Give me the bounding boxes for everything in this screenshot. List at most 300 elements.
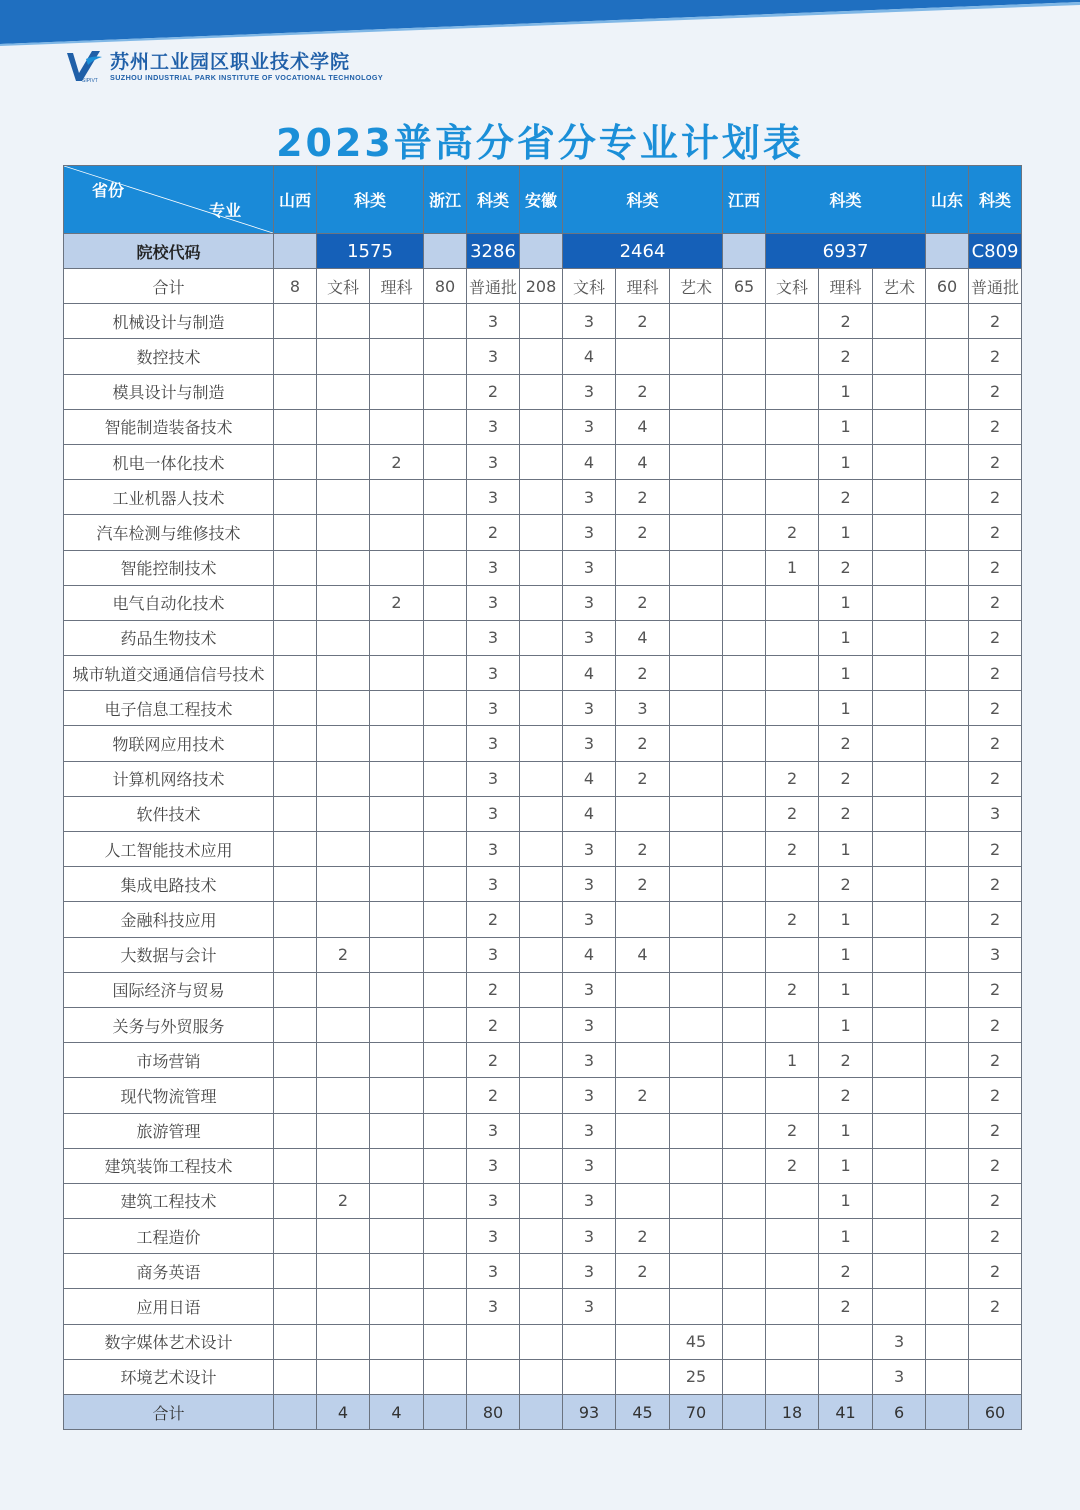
quota-cell [317,1078,370,1113]
quota-cell: 3 [467,691,520,726]
major-name-cell: 模具设计与制造 [64,374,274,409]
quota-cell [670,1078,723,1113]
quota-cell [926,444,969,479]
quota-cell [873,550,926,585]
quota-cell [424,620,467,655]
quota-cell: 1 [819,1148,873,1183]
table-row [64,409,1022,444]
quota-cell [563,1359,616,1394]
quota-cell [274,796,317,831]
quota-cell [317,1289,370,1324]
quota-cell [670,1148,723,1183]
quota-cell: 3 [563,1113,616,1148]
quota-cell [274,937,317,972]
quota-cell: 3 [467,832,520,867]
quota-cell [317,1359,370,1394]
quota-cell: 3 [563,620,616,655]
quota-cell: 3 [563,832,616,867]
quota-cell: 2 [467,1007,520,1042]
quota-cell [424,972,467,1007]
quota-cell [723,339,766,374]
quota-cell: 2 [317,1183,370,1218]
quota-cell [274,374,317,409]
quota-cell: 2 [819,1043,873,1078]
table-row [64,1183,1022,1218]
school-code-label: 院校代码 [64,234,274,269]
quota-cell: 2 [467,1078,520,1113]
grand-total-cell [520,1395,563,1430]
quota-cell [520,972,563,1007]
quota-cell [766,867,819,902]
subcategory-cell: 艺术 [873,269,926,304]
quota-cell [766,726,819,761]
quota-cell [317,409,370,444]
quota-cell [520,620,563,655]
quota-cell [317,374,370,409]
quota-cell [723,761,766,796]
subcategory-cell: 理科 [819,269,873,304]
grand-total-cell: 6 [873,1395,926,1430]
quota-cell [424,832,467,867]
quota-cell [424,409,467,444]
quota-cell: 2 [616,1254,670,1289]
quota-cell [370,339,424,374]
quota-cell [424,1324,467,1359]
quota-cell: 3 [563,409,616,444]
quota-cell: 2 [969,1078,1022,1113]
quota-cell [670,972,723,1007]
logo-english-name: SUZHOU INDUSTRIAL PARK INSTITUTE OF VOCATIONAL TECHNOLOGY [110,73,384,82]
quota-cell [274,1078,317,1113]
subcategory-cell: 理科 [616,269,670,304]
quota-cell [520,1113,563,1148]
quota-cell [723,1183,766,1218]
quota-cell [723,1289,766,1324]
quota-cell: 2 [616,867,670,902]
quota-cell [670,691,723,726]
quota-cell [520,444,563,479]
quota-cell: 2 [819,550,873,585]
quota-cell [520,796,563,831]
quota-cell [670,1007,723,1042]
quota-cell: 1 [819,656,873,691]
grand-total-cell [274,1395,317,1430]
corner-province-label: 省份 [92,181,125,200]
major-name-cell: 计算机网络技术 [64,761,274,796]
quota-cell: 3 [467,726,520,761]
quota-cell: 3 [563,1043,616,1078]
logo-abbreviation: SIPIVT [82,78,98,84]
quota-cell [370,620,424,655]
quota-cell [424,1183,467,1218]
school-logo [64,48,383,86]
quota-cell [926,972,969,1007]
quota-cell: 2 [969,902,1022,937]
school-code-gap [723,234,766,269]
quota-cell: 3 [563,480,616,515]
school-code-cell: 6937 [766,234,926,269]
quota-cell [317,550,370,585]
quota-cell [424,1219,467,1254]
quota-cell: 3 [563,691,616,726]
table-row [64,585,1022,620]
quota-cell [670,867,723,902]
major-name-cell: 国际经济与贸易 [64,972,274,1007]
quota-cell [926,339,969,374]
quota-cell [370,1324,424,1359]
major-name-cell: 药品生物技术 [64,620,274,655]
quota-cell [370,796,424,831]
quota-cell [520,867,563,902]
quota-cell [926,761,969,796]
quota-cell [424,550,467,585]
quota-cell [370,1289,424,1324]
quota-cell: 2 [969,1183,1022,1218]
school-code-cell: 3286 [467,234,520,269]
quota-cell: 4 [616,444,670,479]
quota-cell [274,1324,317,1359]
quota-cell [766,304,819,339]
quota-cell [723,902,766,937]
quota-cell [520,409,563,444]
quota-cell [873,1148,926,1183]
quota-cell [520,304,563,339]
quota-cell [520,550,563,585]
quota-cell [467,1324,520,1359]
quota-cell: 3 [563,1219,616,1254]
quota-cell: 3 [467,867,520,902]
quota-cell [317,339,370,374]
quota-cell [520,902,563,937]
quota-cell [317,1007,370,1042]
quota-cell [873,1078,926,1113]
quota-cell [616,1289,670,1324]
quota-cell: 4 [616,937,670,972]
quota-cell [926,515,969,550]
quota-cell: 2 [969,972,1022,1007]
quota-cell [274,1219,317,1254]
quota-cell [616,1183,670,1218]
quota-cell [873,832,926,867]
school-code-cell: C809 [969,234,1022,269]
quota-cell [766,1254,819,1289]
quota-cell [873,656,926,691]
quota-cell [317,761,370,796]
quota-cell [926,1183,969,1218]
major-name-cell: 人工智能技术应用 [64,832,274,867]
quota-cell [520,1219,563,1254]
quota-cell [670,1254,723,1289]
quota-cell [723,480,766,515]
table-row [64,691,1022,726]
quota-cell [873,937,926,972]
quota-cell [424,691,467,726]
quota-cell [670,902,723,937]
quota-cell [370,761,424,796]
page-title: 2023普高分省分专业计划表 [276,121,804,165]
quota-cell [723,1043,766,1078]
quota-cell: 2 [616,304,670,339]
quota-cell: 1 [819,1113,873,1148]
quota-cell [766,1359,819,1394]
school-code-gap [926,234,969,269]
quota-cell: 3 [467,444,520,479]
quota-cell [520,1078,563,1113]
quota-cell [370,1219,424,1254]
quota-cell [926,1324,969,1359]
quota-cell: 2 [766,1148,819,1183]
quota-cell: 4 [563,656,616,691]
quota-cell: 4 [616,620,670,655]
quota-cell [723,1148,766,1183]
quota-cell: 2 [766,1113,819,1148]
quota-cell [317,832,370,867]
quota-cell [424,1113,467,1148]
quota-cell: 1 [766,1043,819,1078]
quota-cell: 2 [819,304,873,339]
quota-cell [274,761,317,796]
grand-total-cell: 93 [563,1395,616,1430]
quota-cell: 2 [819,480,873,515]
quota-cell [873,1007,926,1042]
major-name-cell: 数控技术 [64,339,274,374]
quota-cell [317,1219,370,1254]
quota-cell: 25 [670,1359,723,1394]
quota-cell [424,761,467,796]
province-header-cell: 浙江 [424,166,467,234]
quota-cell [766,1289,819,1324]
quota-cell [873,1289,926,1324]
table-row [64,480,1022,515]
table-row [64,1359,1022,1394]
quota-cell: 2 [317,937,370,972]
quota-cell: 3 [563,1183,616,1218]
quota-cell [520,339,563,374]
table-row [64,1043,1022,1078]
grand-total-label: 合计 [64,1395,274,1430]
quota-cell: 45 [670,1324,723,1359]
quota-cell [370,726,424,761]
corner-major-label: 专业 [208,201,241,220]
quota-cell [370,1078,424,1113]
quota-cell [873,1254,926,1289]
quota-cell: 3 [563,1289,616,1324]
quota-cell: 3 [467,656,520,691]
quota-cell [616,1113,670,1148]
quota-cell [723,1078,766,1113]
province-total-cell: 8 [274,269,317,304]
subcategory-cell: 文科 [766,269,819,304]
quota-cell: 3 [563,304,616,339]
quota-cell [370,1043,424,1078]
quota-cell [670,937,723,972]
quota-cell: 3 [467,1289,520,1324]
table-row [64,1078,1022,1113]
province-header-cell: 安徽 [520,166,563,234]
quota-cell: 2 [969,515,1022,550]
quota-cell [274,1113,317,1148]
quota-cell [274,691,317,726]
quota-cell [670,1289,723,1324]
quota-cell [317,972,370,1007]
table-row [64,515,1022,550]
quota-cell: 3 [616,691,670,726]
quota-cell [520,1007,563,1042]
quota-cell [424,585,467,620]
quota-cell [723,1359,766,1394]
quota-cell [520,374,563,409]
quota-cell: 1 [819,1183,873,1218]
quota-cell: 2 [969,374,1022,409]
quota-cell [926,796,969,831]
quota-cell [520,1043,563,1078]
table-row [64,304,1022,339]
province-total-cell: 60 [926,269,969,304]
quota-cell [926,691,969,726]
quota-cell [424,444,467,479]
quota-cell [370,1359,424,1394]
quota-cell [520,1183,563,1218]
quota-cell [317,796,370,831]
quota-cell: 3 [467,1148,520,1183]
quota-cell [370,515,424,550]
quota-cell [520,1324,563,1359]
table-row [64,796,1022,831]
quota-cell [520,937,563,972]
quota-cell [370,1148,424,1183]
major-name-cell: 金融科技应用 [64,902,274,937]
quota-cell [616,550,670,585]
major-name-cell: 市场营销 [64,1043,274,1078]
school-code-gap [424,234,467,269]
quota-cell [873,902,926,937]
quota-cell [424,726,467,761]
quota-cell [274,620,317,655]
table-row [64,867,1022,902]
quota-cell: 3 [467,550,520,585]
quota-cell: 2 [467,1043,520,1078]
quota-cell [520,480,563,515]
quota-cell: 2 [969,339,1022,374]
quota-cell: 4 [563,761,616,796]
quota-cell [723,374,766,409]
quota-cell [424,1078,467,1113]
quota-cell [424,656,467,691]
quota-cell: 3 [873,1324,926,1359]
quota-cell [670,1183,723,1218]
quota-cell [723,656,766,691]
quota-cell [274,1183,317,1218]
quota-cell: 3 [563,1254,616,1289]
quota-cell [370,1254,424,1289]
quota-cell: 1 [819,1007,873,1042]
quota-cell [926,620,969,655]
quota-cell [873,409,926,444]
table-row [64,832,1022,867]
quota-cell: 1 [819,691,873,726]
quota-cell: 2 [969,1289,1022,1324]
school-code-cell: 2464 [563,234,723,269]
table-row [64,550,1022,585]
quota-cell [424,374,467,409]
quota-cell: 3 [467,761,520,796]
quota-cell: 3 [467,339,520,374]
quota-cell [723,444,766,479]
quota-cell [317,1148,370,1183]
logo-chinese-name: 苏州工业园区职业技术学院 [110,51,351,73]
quota-cell [766,1219,819,1254]
quota-cell: 3 [563,1148,616,1183]
quota-cell [520,761,563,796]
quota-cell [670,1113,723,1148]
quota-cell: 3 [969,796,1022,831]
quota-cell [766,620,819,655]
quota-cell [873,1183,926,1218]
quota-cell [723,796,766,831]
subcategory-cell: 文科 [317,269,370,304]
quota-cell [670,620,723,655]
quota-cell [274,1007,317,1042]
quota-cell: 2 [616,761,670,796]
grand-total-cell: 18 [766,1395,819,1430]
quota-cell [766,656,819,691]
quota-cell: 2 [819,1254,873,1289]
quota-cell [274,1043,317,1078]
quota-cell [670,585,723,620]
quota-cell: 3 [563,867,616,902]
quota-cell [317,444,370,479]
grand-total-cell: 41 [819,1395,873,1430]
quota-cell [670,550,723,585]
table-row [64,1219,1022,1254]
quota-cell: 2 [616,585,670,620]
quota-cell [873,867,926,902]
major-name-cell: 环境艺术设计 [64,1359,274,1394]
quota-cell [616,1007,670,1042]
quota-cell [969,1324,1022,1359]
quota-cell [926,585,969,620]
quota-cell [766,480,819,515]
grand-total-cell: 45 [616,1395,670,1430]
quota-cell [926,1043,969,1078]
quota-cell [723,937,766,972]
quota-cell [317,726,370,761]
table-row [64,1113,1022,1148]
quota-cell [370,656,424,691]
quota-cell [370,832,424,867]
quota-cell: 2 [819,1289,873,1324]
quota-cell [424,1043,467,1078]
major-name-cell: 智能制造装备技术 [64,409,274,444]
quota-cell [616,1359,670,1394]
quota-cell [766,339,819,374]
quota-cell [274,867,317,902]
grand-total-cell: 70 [670,1395,723,1430]
quota-cell [670,374,723,409]
quota-cell [317,480,370,515]
quota-cell [274,339,317,374]
quota-cell [926,726,969,761]
category-header-cell: 科类 [766,166,926,234]
grand-total-cell: 4 [317,1395,370,1430]
major-name-cell: 物联网应用技术 [64,726,274,761]
quota-cell [723,585,766,620]
quota-cell [616,796,670,831]
quota-cell [926,304,969,339]
quota-cell: 3 [467,304,520,339]
quota-cell [873,620,926,655]
quota-cell: 2 [370,585,424,620]
